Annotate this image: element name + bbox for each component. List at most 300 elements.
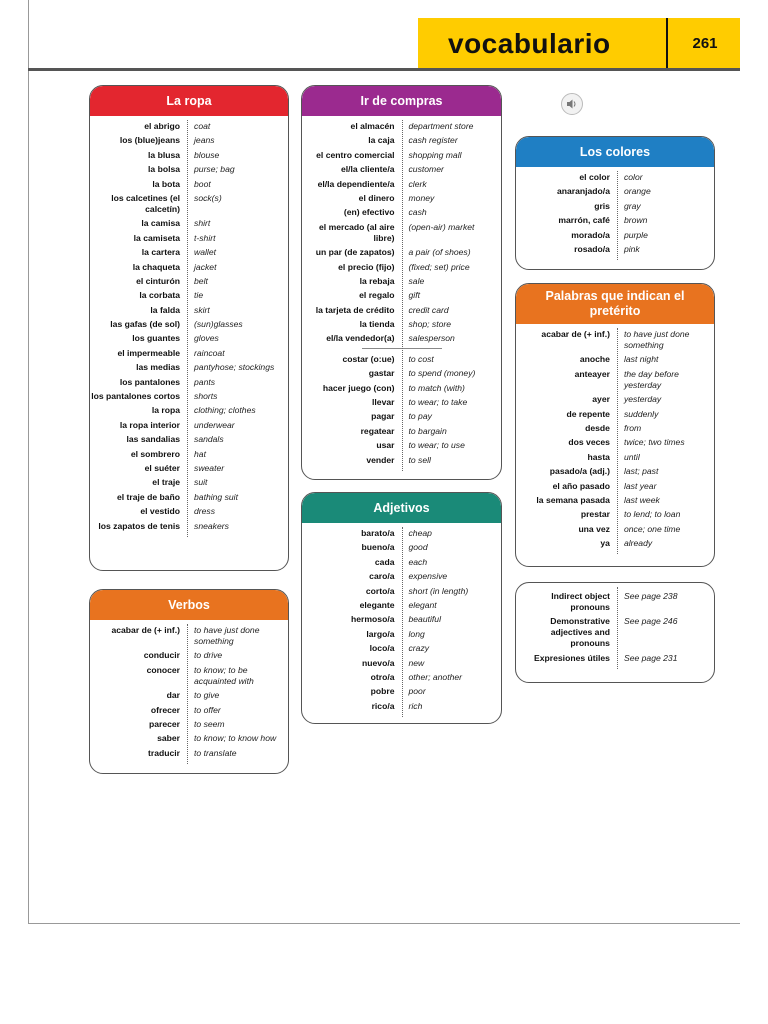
term-spanish: otro/a [370, 671, 395, 682]
vocab-row-prestar [516, 509, 714, 520]
card-palabras-preterito-body [516, 324, 714, 558]
term-english: purse; bag [194, 164, 235, 175]
card-los-colores-body [516, 167, 714, 264]
term-english: tie [194, 290, 204, 301]
term-spanish: de repente [566, 408, 610, 419]
vocab-row-corto-a [302, 586, 501, 597]
term-spanish: dar [166, 690, 181, 701]
term-spanish: la tarjeta de crédito [315, 304, 395, 315]
term-spanish: la rebaja [359, 275, 395, 286]
term-english: good [408, 542, 428, 553]
vocab-row-conocer [90, 665, 288, 687]
term-english: to know; to know how [194, 733, 277, 744]
vocab-row-el-cinturon [90, 276, 288, 287]
card-adjetivos [301, 492, 502, 724]
term-spanish: desde [585, 422, 610, 433]
term-spanish: (en) efectivo [343, 207, 395, 218]
vocab-row-caro-a [302, 571, 501, 582]
term-english: color [623, 172, 643, 182]
term-english: credit card [408, 304, 449, 315]
term-spanish: pasado/a (adj.) [549, 466, 610, 477]
term-english: once; one time [623, 523, 681, 534]
vocab-row-expresiones-utiles [516, 653, 714, 664]
term-spanish: los calcetines (el calcetín) [111, 192, 181, 214]
term-english: each [408, 556, 428, 567]
term-spanish: el vestido [140, 506, 181, 517]
term-spanish: parecer [148, 718, 181, 729]
term-english: gloves [194, 333, 219, 344]
vocab-row-acabar-de-inf [90, 625, 288, 647]
term-english: to drive [194, 650, 223, 661]
vocab-row-hacer-juego-con [302, 383, 501, 394]
term-spanish: llevar [372, 397, 395, 408]
vocab-row-desde [516, 423, 714, 434]
term-english: See page 238 [623, 591, 678, 601]
vocab-row-loco-a [302, 643, 501, 654]
term-english: suit [194, 477, 208, 488]
vocab-row-regatear [302, 426, 501, 437]
term-spanish: la camiseta [133, 232, 181, 243]
card-verbos-body [90, 620, 288, 768]
vocab-row-otro-a [302, 672, 501, 683]
term-spanish: el/la dependiente/a [317, 178, 395, 189]
term-english: last; past [623, 466, 659, 477]
term-spanish: dos veces [568, 437, 610, 448]
term-spanish: conocer [146, 664, 181, 675]
term-english: to offer [194, 704, 221, 715]
term-spanish: elegante [359, 599, 395, 610]
term-english: salesperson [408, 333, 455, 344]
vocab-row-el-regalo [302, 290, 501, 301]
vocab-row-los-pantalones [90, 377, 288, 388]
term-english: sneakers [194, 520, 229, 531]
term-english: dress [194, 506, 216, 517]
vocab-row-la-caja [302, 135, 501, 146]
vocab-row-nuevo-a [302, 658, 501, 669]
term-spanish: largo/a [366, 628, 395, 639]
term-english: to have just done something [194, 625, 260, 646]
term-spanish: ayer [592, 394, 610, 405]
term-english: to match (with) [408, 382, 465, 393]
term-english: coat [194, 121, 211, 131]
vocab-row-el-abrigo [90, 121, 288, 132]
term-english: to wear; to use [408, 440, 465, 451]
header-rule [28, 68, 740, 71]
term-english: to sell [408, 454, 431, 465]
term-spanish: el cinturón [136, 275, 181, 286]
term-english: sale [408, 275, 425, 286]
term-english: orange [623, 186, 651, 197]
term-english: last night [623, 354, 659, 365]
page-title: vocabulario [448, 28, 611, 59]
vocab-row-morado-a [516, 230, 714, 241]
vocab-row-la-ropa [90, 405, 288, 416]
vocab-row-el-la-dependiente-a [302, 179, 501, 190]
term-english: to lend; to loan [623, 509, 681, 520]
vocab-row-la-camiseta [90, 233, 288, 244]
term-spanish: el centro comercial [316, 149, 395, 160]
term-spanish: acabar de (+ inf.) [541, 329, 610, 339]
vocab-row-pobre [302, 686, 501, 697]
term-spanish: Indirect object pronouns [551, 591, 610, 612]
term-spanish: la ropa interior [119, 419, 181, 430]
term-spanish: hasta [587, 451, 610, 462]
vocab-row-cada [302, 557, 501, 568]
vocab-row-los-zapatos-de-tenis [90, 521, 288, 532]
term-english: gray [623, 200, 641, 211]
vocab-row-las-sandalias [90, 434, 288, 445]
term-english: long [408, 628, 425, 639]
term-english: gift [408, 290, 420, 301]
term-spanish: anaranjado/a [556, 186, 610, 197]
term-english: jacket [194, 261, 217, 272]
term-spanish: caro/a [369, 571, 395, 582]
term-english: cheap [408, 528, 432, 538]
vocab-row-bueno-a [302, 542, 501, 553]
term-spanish: marrón, café [558, 215, 610, 226]
term-english: wallet [194, 247, 216, 258]
vocab-row-gris [516, 201, 714, 212]
vocab-row-un-par-de-zapatos [302, 247, 501, 258]
card-ir-de-compras-title: Ir de compras [302, 86, 501, 116]
card-palabras-preterito [515, 283, 715, 567]
term-spanish: la ropa [151, 405, 181, 416]
term-english: skirt [194, 304, 210, 315]
term-spanish: Expresiones útiles [534, 652, 610, 663]
term-english: clerk [408, 178, 427, 189]
term-spanish: la semana pasada [536, 494, 610, 505]
vocab-row-el-la-vendedor-a [302, 333, 501, 344]
term-spanish: la corbata [139, 290, 181, 301]
term-spanish: vender [366, 454, 395, 465]
term-spanish: prestar [580, 509, 610, 520]
term-english: a pair (of shoes) [408, 247, 471, 258]
vocab-row-la-camisa [90, 218, 288, 229]
vocab-row-el-color [516, 172, 714, 183]
term-spanish: el sombrero [130, 448, 181, 459]
term-spanish: el traje de baño [116, 491, 181, 502]
vocab-row-elegante [302, 600, 501, 611]
vocab-row-parecer [90, 719, 288, 730]
term-english: other; another [408, 671, 463, 682]
term-spanish: el mercado (al aire libre) [319, 221, 395, 243]
term-spanish: rosado/a [574, 243, 610, 254]
term-english: to spend (money) [408, 368, 476, 379]
vocab-row-anaranjado-a [516, 186, 714, 197]
term-spanish: una vez [578, 523, 610, 534]
term-english: t-shirt [194, 232, 216, 243]
vocab-row-vender [302, 455, 501, 466]
term-spanish: las medias [136, 362, 181, 373]
vocab-row-el-vestido [90, 506, 288, 517]
vocab-row-anoche [516, 354, 714, 365]
term-english: new [408, 657, 425, 668]
vocab-row-llevar [302, 397, 501, 408]
term-english: shop; store [408, 319, 452, 330]
term-spanish: la bolsa [148, 164, 181, 175]
term-english: rich [408, 700, 423, 711]
vocab-row-los-blue-jeans [90, 135, 288, 146]
term-english: blouse [194, 149, 220, 160]
card-verbos [89, 589, 289, 774]
vocab-row-la-semana-pasada [516, 495, 714, 506]
term-english: to pay [408, 411, 432, 422]
term-english: expensive [408, 571, 448, 582]
term-spanish: hermoso/a [351, 614, 395, 625]
term-spanish: los guantes [132, 333, 181, 344]
term-english: See page 231 [623, 652, 678, 663]
vocab-row-gastar [302, 368, 501, 379]
term-spanish: Demonstrative adjectives and pronouns [550, 616, 610, 649]
title-bar [418, 18, 740, 68]
term-english: (fixed; set) price [408, 261, 470, 272]
term-english: to give [194, 690, 220, 701]
card-adjetivos-body [302, 523, 501, 721]
term-english: from [623, 422, 642, 433]
card-la-ropa [89, 85, 289, 571]
term-english: pants [194, 376, 216, 387]
term-english: until [623, 451, 640, 462]
term-spanish: la blusa [148, 149, 181, 160]
term-spanish: costar (o:ue) [342, 353, 395, 364]
term-english: short (in length) [408, 585, 469, 596]
term-spanish: la bota [152, 178, 181, 189]
vocab-row-largo-a [302, 629, 501, 640]
term-spanish: bueno/a [361, 542, 395, 553]
card-la-ropa-title: La ropa [90, 86, 288, 116]
term-english: See page 246 [623, 616, 678, 627]
term-english: twice; two times [623, 437, 685, 448]
term-spanish: el almacén [350, 121, 395, 131]
term-spanish: nuevo/a [362, 657, 395, 668]
card-los-colores [515, 136, 715, 270]
vocab-row-la-tarjeta-de-credito [302, 305, 501, 316]
vocab-row-rico-a [302, 701, 501, 712]
term-spanish: los (blue)jeans [119, 135, 181, 146]
vocab-row-el-sombrero [90, 449, 288, 460]
vocab-row-la-falda [90, 305, 288, 316]
term-english: to cost [408, 353, 434, 364]
term-english: suddenly [623, 408, 659, 419]
card-references [515, 582, 715, 683]
page-number: 261 [666, 18, 742, 68]
term-english: shirt [194, 218, 211, 229]
term-spanish: los zapatos de tenis [98, 520, 181, 531]
term-english: cash [408, 207, 427, 218]
term-spanish: la falda [150, 304, 181, 315]
term-english: sweater [194, 462, 225, 473]
term-english: customer [408, 164, 444, 175]
term-english: to seem [194, 718, 225, 729]
term-english: to have just done something [623, 329, 690, 350]
term-english: cash register [408, 135, 458, 146]
term-spanish: el dinero [358, 192, 395, 203]
term-english: to translate [194, 747, 237, 758]
vocab-row-en-efectivo [302, 207, 501, 218]
vocab-row-indirect-object-pronouns [516, 591, 714, 613]
term-english: department store [408, 121, 474, 131]
term-english: shorts [194, 391, 218, 402]
term-english: bathing suit [194, 491, 238, 502]
vocab-row-una-vez [516, 524, 714, 535]
term-spanish: las sandalias [126, 434, 181, 445]
card-adjetivos-title: Adjetivos [302, 493, 501, 523]
vocab-row-la-tienda [302, 319, 501, 330]
term-english: elegant [408, 599, 437, 610]
vocab-row-barato-a [302, 528, 501, 539]
card-los-colores-title: Los colores [516, 137, 714, 167]
term-spanish: el impermeable [117, 347, 181, 358]
term-spanish: ya [600, 538, 610, 549]
term-english: sandals [194, 434, 224, 445]
term-spanish: hacer juego (con) [322, 382, 395, 393]
speaker-icon[interactable] [561, 93, 583, 115]
card-ir-de-compras [301, 85, 502, 480]
term-english: pantyhose; stockings [194, 362, 275, 373]
vocab-row-los-calcetines-el-calcetin [90, 193, 288, 215]
term-spanish: los pantalones cortos [91, 391, 181, 402]
term-english: jeans [194, 135, 215, 146]
term-english: shopping mall [408, 149, 462, 160]
term-spanish: pobre [370, 686, 395, 697]
term-english: crazy [408, 643, 430, 654]
card-verbos-title: Verbos [90, 590, 288, 620]
term-english: beautiful [408, 614, 441, 625]
page-bottom-rule [28, 923, 740, 924]
term-spanish: el traje [152, 477, 181, 488]
vocab-row-la-rebaja [302, 276, 501, 287]
card-la-ropa-body [90, 116, 288, 541]
vocab-row-el-traje [90, 477, 288, 488]
term-spanish: gris [594, 200, 610, 211]
term-spanish: usar [376, 440, 395, 451]
term-english: brown [623, 215, 648, 226]
vocab-row-el-centro-comercial [302, 150, 501, 161]
term-spanish: la cartera [141, 247, 181, 258]
term-english: to wear; to take [408, 397, 468, 408]
vocab-row-ya [516, 538, 714, 549]
vocab-row-demonstrative-adjectives-and-pronouns [516, 616, 714, 649]
term-spanish: traducir [148, 747, 181, 758]
vocab-row-conducir [90, 650, 288, 661]
vocab-row-el-traje-de-bano [90, 492, 288, 503]
vocab-row-el-mercado-al-aire-libre [302, 222, 501, 244]
vocab-row-ayer [516, 394, 714, 405]
term-english: last year [623, 480, 657, 491]
card-references-body [516, 583, 714, 673]
term-spanish: ofrecer [150, 704, 181, 715]
term-spanish: anteayer [574, 368, 610, 379]
vocab-row-acabar-de-inf [516, 329, 714, 351]
term-spanish: cada [374, 556, 395, 567]
vocab-row-el-ano-pasado [516, 481, 714, 492]
page-left-rule [28, 0, 29, 924]
vocab-row-el-sueter [90, 463, 288, 474]
term-spanish: la camisa [141, 218, 181, 229]
term-spanish: saber [157, 733, 181, 744]
term-english: clothing; clothes [194, 405, 256, 416]
vocab-row-los-guantes [90, 333, 288, 344]
term-spanish: las gafas (de sol) [110, 319, 181, 330]
term-english: already [623, 538, 653, 549]
vocab-row-dos-veces [516, 437, 714, 448]
vocab-row-costar-o-ue [302, 354, 501, 365]
speaker-icon-glyph [566, 98, 578, 110]
term-spanish: el/la vendedor(a) [326, 333, 395, 344]
term-english: (open-air) market [408, 221, 475, 232]
vocab-row-la-ropa-interior [90, 420, 288, 431]
term-spanish: el regalo [359, 290, 395, 301]
vocab-row-la-bota [90, 179, 288, 190]
term-english: (sun)glasses [194, 319, 243, 330]
term-english: raincoat [194, 347, 225, 358]
vocab-row-el-dinero [302, 193, 501, 204]
term-spanish: el suéter [144, 462, 181, 473]
vocab-row-pasado-a-adj [516, 466, 714, 477]
term-spanish: conducir [143, 650, 181, 661]
vocab-row-ofrecer [90, 705, 288, 716]
term-english: money [408, 192, 435, 203]
term-english: last week [623, 494, 660, 505]
term-spanish: gastar [368, 368, 395, 379]
term-spanish: el/la cliente/a [340, 164, 395, 175]
vocab-row-hermoso-a [302, 614, 501, 625]
term-spanish: el año pasado [552, 480, 610, 491]
term-spanish: rico/a [371, 700, 395, 711]
vocab-row-de-repente [516, 409, 714, 420]
term-english: pink [623, 243, 640, 254]
vocab-row-usar [302, 440, 501, 451]
vocab-row-el-precio-fijo [302, 262, 501, 273]
term-english: the day before yesterday [623, 368, 679, 390]
term-spanish: corto/a [365, 585, 395, 596]
term-english: to know; to be acquainted with [194, 664, 254, 686]
vocab-row-saber [90, 733, 288, 744]
term-spanish: los pantalones [119, 376, 181, 387]
term-spanish: el precio (fijo) [338, 261, 395, 272]
term-spanish: la chaqueta [132, 261, 181, 272]
term-english: belt [194, 275, 208, 286]
vocab-row-el-impermeable [90, 348, 288, 359]
card-palabras-preterito-title: Palabras que indican el pretérito [516, 284, 714, 324]
vocab-row-los-pantalones-cortos [90, 391, 288, 402]
vocab-row-la-corbata [90, 290, 288, 301]
term-spanish: anoche [579, 354, 610, 365]
card-ir-de-compras-body [302, 116, 501, 475]
vocab-row-anteayer [516, 369, 714, 391]
term-spanish: el color [579, 172, 610, 182]
vocab-row-la-chaqueta [90, 262, 288, 273]
term-spanish: regatear [360, 425, 395, 436]
term-spanish: barato/a [361, 528, 395, 538]
term-english: poor [408, 686, 426, 697]
term-spanish: loco/a [369, 643, 395, 654]
vocab-row-las-gafas-de-sol [90, 319, 288, 330]
vocab-row-la-bolsa [90, 164, 288, 175]
section-divider [362, 348, 442, 349]
vocab-row-pagar [302, 411, 501, 422]
vocab-row-las-medias [90, 362, 288, 373]
term-english: yesterday [623, 394, 662, 405]
term-spanish: la caja [368, 135, 395, 146]
vocab-row-dar [90, 690, 288, 701]
term-spanish: pagar [371, 411, 395, 422]
term-spanish: el abrigo [144, 121, 181, 131]
vocab-row-hasta [516, 452, 714, 463]
vocab-row-el-almacen [302, 121, 501, 132]
term-spanish: acabar de (+ inf.) [111, 625, 181, 635]
term-spanish: la tienda [359, 319, 395, 330]
